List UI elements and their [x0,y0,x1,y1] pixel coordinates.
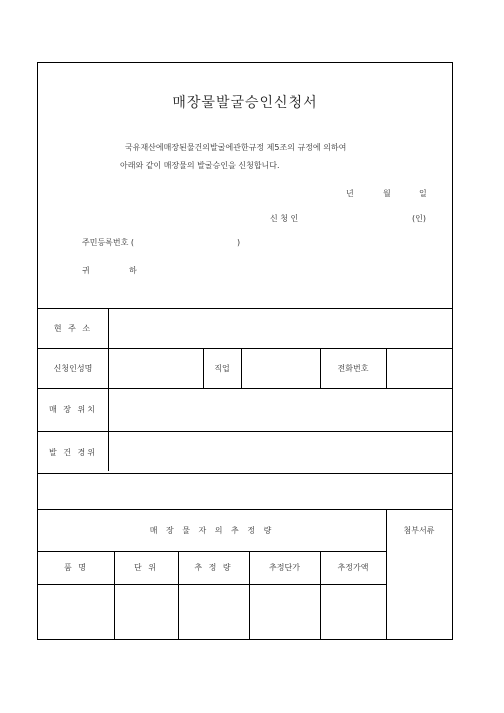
label-column-rule [108,308,109,471]
recipient-label: 귀 [82,266,90,275]
column-estimated-unit-price: 추정단가 [269,563,300,572]
applicant-name-label: 신청인성명 [53,363,93,373]
seal-label: (인) [412,214,426,223]
location-label: 매 장 위치 [49,405,97,414]
table-rule [38,473,452,474]
estimate-header: 매 장 물 자 의 추 정 량 [149,525,275,535]
date-month-label: 월 [383,189,391,198]
body-text-line-1: 국유재산에매장된물건의발굴에관한규정 제5조의 규정에 의하여 [125,143,347,152]
table-rule [38,584,386,585]
phone-label: 전화번호 [337,363,369,373]
application-form [37,62,453,640]
resident-number-close: ) [237,238,241,247]
column-unit: 단 위 [134,563,158,572]
column-estimated-quantity: 추 정 량 [194,563,233,572]
form-title: 매장물발굴승인신청서 [172,95,318,111]
table-rule [241,348,242,388]
column-estimated-value: 추정가액 [337,563,369,572]
discovery-label: 발 건 경위 [49,447,97,457]
column-item-name: 품 명 [64,563,88,572]
address-label: 현 주 소 [53,323,93,333]
date-day-label: 일 [419,189,427,198]
body-text-line-2: 아래와 같이 매장물의 발굴승인을 신청합니다. [120,161,280,170]
occupation-label: 직업 [214,363,230,373]
date-year-label: 년 [346,189,354,198]
table-rule [386,348,387,388]
resident-number-label: 주민등록번호 ( [82,238,135,247]
recipient-suffix: 하 [129,266,137,275]
applicant-label: 신 청 인 [270,214,299,223]
attachments-label: 첨부서류 [403,525,435,535]
